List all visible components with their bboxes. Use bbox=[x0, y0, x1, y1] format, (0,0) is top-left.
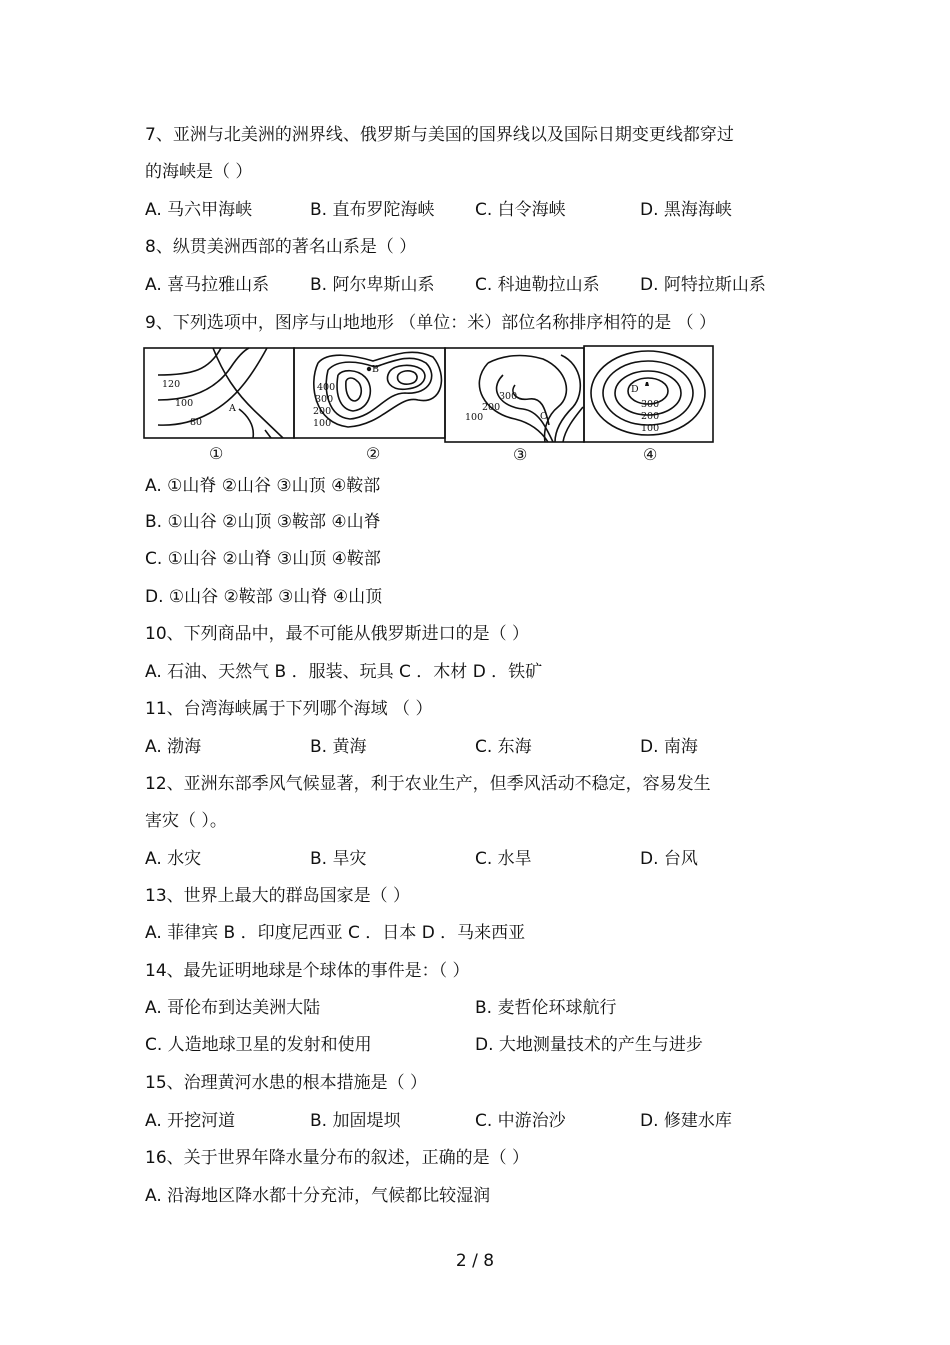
q8-option-c: C. 科迪勒拉山系 bbox=[475, 275, 600, 295]
q12-option-c: C. 水旱 bbox=[475, 849, 532, 869]
q11-option-a: A. 渤海 bbox=[145, 737, 202, 757]
question-11: 11、台湾海峡属于下列哪个海域 （ ） bbox=[145, 699, 433, 719]
q9-option-d: D. ①山谷 ②鞍部 ③山脊 ④山顶 bbox=[145, 587, 383, 607]
p4-point-d: D bbox=[631, 384, 639, 395]
question-12-line-2: 害灾（ ）。 bbox=[145, 811, 227, 831]
question-9: 9、下列选项中，图序与山地地形 （单位：米）部位名称排序相符的是 （ ） bbox=[145, 313, 717, 333]
p3-label-300: 300 bbox=[499, 391, 518, 402]
p2-point-b: B bbox=[372, 364, 379, 375]
panel-label-2: ② bbox=[366, 444, 381, 463]
q13-options: A. 菲律宾 B ．印度尼西亚 C ．日本 D ．马来西亚 bbox=[145, 923, 526, 943]
question-16: 16、关于世界年降水量分布的叙述，正确的是（ ） bbox=[145, 1148, 530, 1168]
p4-label-300: 300 bbox=[641, 399, 660, 410]
p4-label-100: 100 bbox=[641, 423, 660, 434]
q8-option-b: B. 阿尔卑斯山系 bbox=[310, 275, 435, 295]
p4-summit-icon bbox=[645, 382, 649, 386]
q15-option-a: A. 开挖河道 bbox=[145, 1111, 236, 1131]
q7-option-a: A. 马六甲海峡 bbox=[145, 200, 253, 220]
panel-label-3: ③ bbox=[513, 445, 528, 464]
question-12-line-1: 12、亚洲东部季风气候显著，利于农业生产，但季风活动不稳定，容易发生 bbox=[145, 774, 711, 794]
question-7-line-2: 的海峡是（ ） bbox=[145, 162, 253, 182]
question-15: 15、治理黄河水患的根本措施是（ ） bbox=[145, 1073, 428, 1093]
p2-label-200: 200 bbox=[313, 406, 332, 417]
q12-option-a: A. 水灾 bbox=[145, 849, 202, 869]
p2-label-400: 400 bbox=[317, 382, 336, 393]
p2-label-100: 100 bbox=[313, 418, 332, 429]
q11-option-b: B. 黄海 bbox=[310, 737, 367, 757]
q10-options: A. 石油、天然气 B ．服装、玩具 C ．木材 D ．铁矿 bbox=[145, 662, 543, 682]
page-number: 2 / 8 bbox=[455, 1251, 495, 1271]
p1-label-120: 120 bbox=[162, 379, 181, 390]
q15-option-c: C. 中游治沙 bbox=[475, 1111, 566, 1131]
q14-option-a: A. 哥伦布到达美洲大陆 bbox=[145, 998, 321, 1018]
p4-label-200: 200 bbox=[641, 411, 660, 422]
question-13: 13、世界上最大的群岛国家是（ ） bbox=[145, 886, 411, 906]
p3-label-200: 200 bbox=[482, 402, 501, 413]
q9-option-a: A. ①山脊 ②山谷 ③山顶 ④鞍部 bbox=[145, 476, 381, 496]
panel-label-1: ① bbox=[209, 444, 224, 463]
q14-option-c: C. 人造地球卫星的发射和使用 bbox=[145, 1035, 372, 1055]
q12-option-d: D. 台风 bbox=[640, 849, 698, 869]
q15-option-b: B. 加固堤坝 bbox=[310, 1111, 401, 1131]
q11-option-c: C. 东海 bbox=[475, 737, 532, 757]
q12-option-b: B. 旱灾 bbox=[310, 849, 367, 869]
q7-option-b: B. 直布罗陀海峡 bbox=[310, 200, 435, 220]
q8-option-d: D. 阿特拉斯山系 bbox=[640, 275, 766, 295]
q8-option-a: A. 喜马拉雅山系 bbox=[145, 275, 270, 295]
q7-option-d: D. 黑海海峡 bbox=[640, 200, 732, 220]
q7-option-c: C. 白令海峡 bbox=[475, 200, 566, 220]
p3-label-100: 100 bbox=[465, 412, 484, 423]
p3-point-c: C bbox=[540, 411, 548, 422]
panel-label-4: ④ bbox=[643, 445, 658, 464]
p2-point-b-dot bbox=[367, 367, 371, 371]
question-10: 10、下列商品中，最不可能从俄罗斯进口的是（ ） bbox=[145, 624, 530, 644]
p1-point-a: A bbox=[229, 403, 236, 414]
question-7-line-1: 7、亚洲与北美洲的洲界线、俄罗斯与美国的国界线以及国际日期变更线都穿过 bbox=[145, 125, 734, 145]
q14-option-d: D. 大地测量技术的产生与进步 bbox=[475, 1035, 703, 1055]
q16-option-a: A. 沿海地区降水都十分充沛，气候都比较湿润 bbox=[145, 1186, 491, 1206]
p1-label-100: 100 bbox=[175, 398, 194, 409]
q15-option-d: D. 修建水库 bbox=[640, 1111, 732, 1131]
q9-option-c: C. ①山谷 ②山脊 ③山顶 ④鞍部 bbox=[145, 549, 381, 569]
q14-option-b: B. 麦哲伦环球航行 bbox=[475, 998, 617, 1018]
p1-label-80: 80 bbox=[190, 417, 203, 428]
question-8: 8、纵贯美洲西部的著名山系是（ ） bbox=[145, 237, 417, 257]
contour-map-figure bbox=[143, 345, 715, 465]
p2-label-300: 300 bbox=[315, 394, 334, 405]
question-14: 14、最先证明地球是个球体的事件是：（ ） bbox=[145, 961, 470, 981]
q9-option-b: B. ①山谷 ②山顶 ③鞍部 ④山脊 bbox=[145, 512, 381, 532]
q11-option-d: D. 南海 bbox=[640, 737, 698, 757]
